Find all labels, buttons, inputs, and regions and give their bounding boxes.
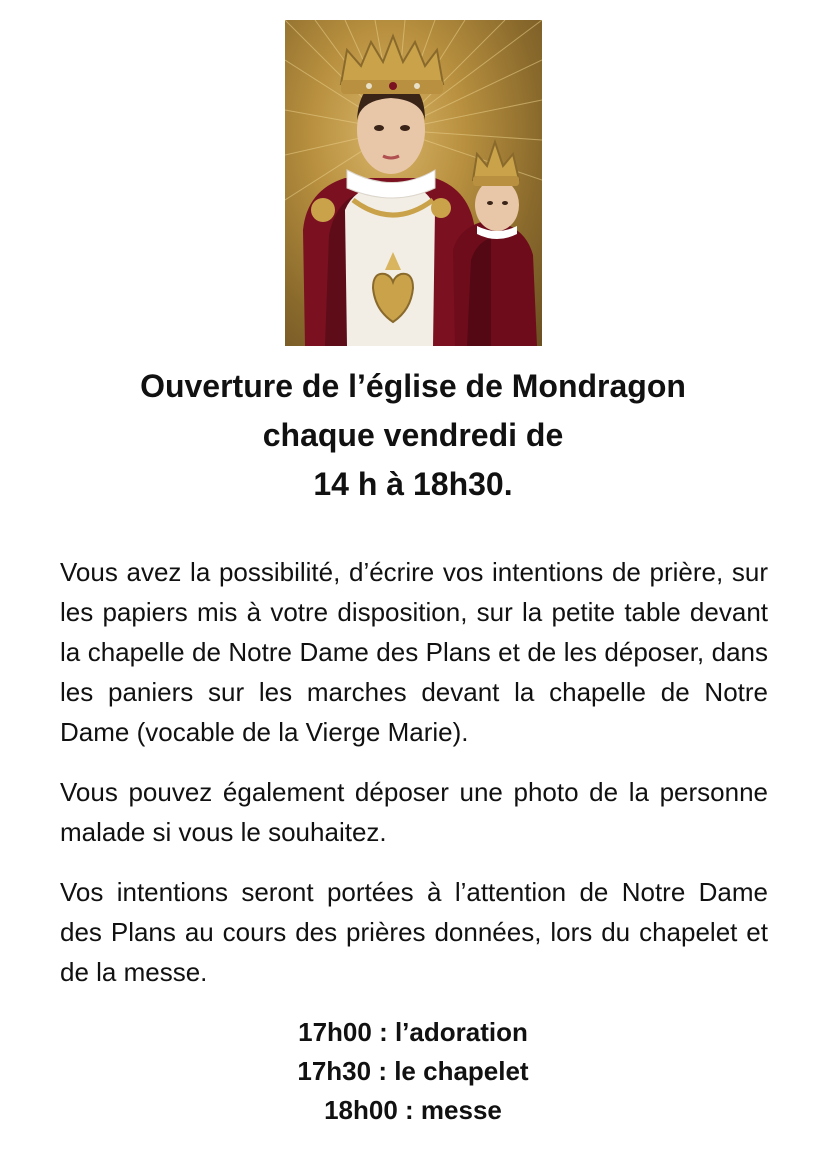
schedule-item-chapelet: 17h30 : le chapelet	[297, 1056, 529, 1086]
schedule-item-messe: 18h00 : messe	[324, 1095, 502, 1125]
heading-line-3: 14 h à 18h30.	[313, 466, 513, 502]
paragraph-prayer-intentions: Vous avez la possibilité, d’écrire vos intentions de prière, sur les papiers mis à votre disposition, sur la petite table devant la chapelle de Notre Dame des Plans et de les déposer, dans les paniers sur les marches devant la chapelle de Notre Dame (vocable de la Vierge Marie).	[60, 557, 768, 747]
virgin-and-child-photo	[285, 20, 542, 346]
heading-line-1: Ouverture de l’église de Mondragon	[140, 368, 686, 404]
schedule-item-adoration: 17h00 : l’adoration	[298, 1017, 528, 1047]
announcement-heading	[0, 362, 826, 509]
schedule-list	[0, 1013, 826, 1130]
paragraph-photo: Vous pouvez également déposer une photo de la personne malade si vous le souhaitez.	[60, 777, 768, 847]
heading-line-2: chaque vendredi de	[262, 417, 564, 453]
paragraph-intentions-carried: Vos intentions seront portées à l’attention de Notre Dame des Plans au cours des prières données, lors du chapelet et de la messe.	[60, 877, 768, 987]
